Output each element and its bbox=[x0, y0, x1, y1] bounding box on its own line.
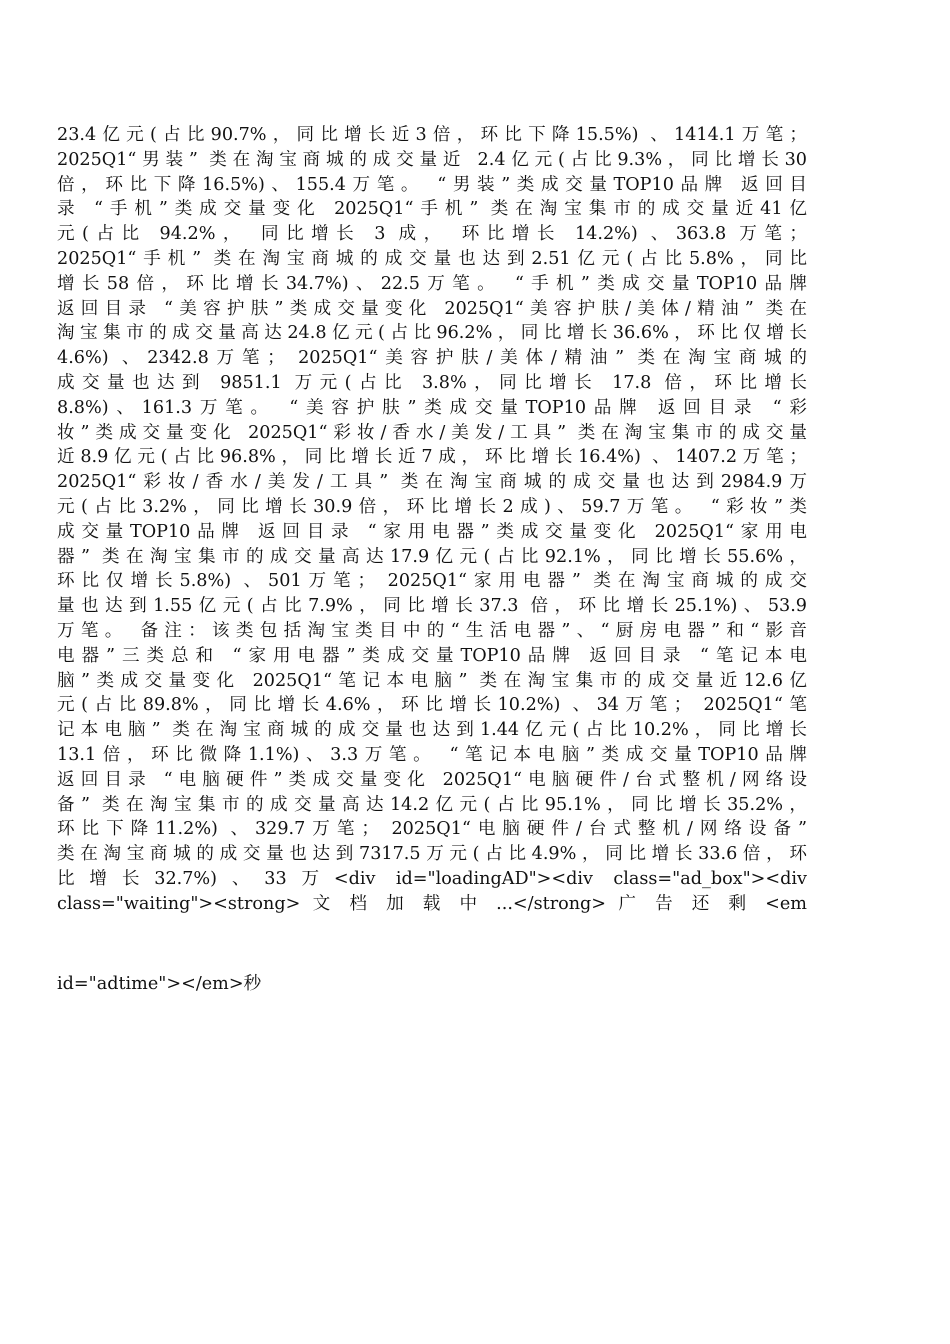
text-line: 元(占比3.2%，同比增长30.9倍，环比增长2成)、59.7万笔。 “彩妆”类 bbox=[57, 496, 807, 517]
text-line: 2025Q1“男装” 类在淘宝商城的成交量近 2.4亿元(占比9.3%，同比增长30 bbox=[57, 149, 807, 170]
text-line: 8.8%)、161.3万笔。 “美容护肤”类成交量TOP10品牌 返回目录 “彩 bbox=[57, 397, 807, 418]
text-line: 返回目录 “美容护肤”类成交量变化 2025Q1“美容护肤/美体/精油” 类在 bbox=[57, 298, 807, 319]
text-line: 元(占比 94.2%， 同比增长 3 成， 环比增长 14.2%) 、363.8 万笔； bbox=[57, 224, 807, 245]
text-line: 2025Q1“彩妆/香水/美发/工具” 类在淘宝商城的成交量也达到2984.9万 bbox=[57, 472, 807, 493]
text-line: 返回目录 “电脑硬件”类成交量变化 2025Q1“电脑硬件/台式整机/网络设 bbox=[57, 769, 807, 790]
text-line: 增长58倍，环比增长34.7%)、22.5万笔。 “手机”类成交量TOP10品牌 bbox=[57, 273, 807, 294]
text-line: 比增长32.7%)、33万<div id="loadingAD"><div class="ad_box"><div bbox=[57, 868, 807, 889]
text-line: 万笔。 备注：该类包括淘宝类目中的“生活电器”、“厨房电器”和“影音 bbox=[57, 620, 807, 641]
text-line: 环比仅增长5.8%) 、501万笔； 2025Q1“家用电器” 类在淘宝商城的成交 bbox=[57, 571, 807, 592]
text-line: 备” 类在淘宝集市的成交量高达14.2亿元(占比95.1%，同比增长35.2%， bbox=[57, 794, 807, 815]
text-line: 录 “手机”类成交量变化 2025Q1“手机” 类在淘宝集市的成交量近41亿 bbox=[57, 199, 807, 220]
text-line: 倍，环比下降16.5%)、155.4万笔。 “男装”类成交量TOP10品牌 返回目 bbox=[57, 174, 807, 195]
text-line: 器” 类在淘宝集市的成交量高达17.9亿元(占比92.1%，同比增长55.6%， bbox=[57, 546, 807, 567]
text-line: 2025Q1“手机” 类在淘宝商城的成交量也达到2.51亿元(占比5.8%，同比 bbox=[57, 248, 807, 269]
text-line: 妆”类成交量变化 2025Q1“彩妆/香水/美发/工具” 类在淘宝集市的成交量 bbox=[57, 422, 807, 443]
text-line: 成交量也达到 9851.1 万元(占比 3.8%，同比增长 17.8 倍，环比增长 bbox=[57, 372, 807, 393]
text-line: 脑”类成交量变化 2025Q1“笔记本电脑” 类在淘宝集市的成交量近12.6亿 bbox=[57, 670, 807, 691]
text-line: class="waiting"><strong> 文 档 加 载 中 ...</strong> 广 告 还 剩 <em bbox=[57, 893, 807, 914]
ad-timer-text: id="adtime"></em>秒 bbox=[57, 974, 262, 994]
text-line: 23.4亿元(占比90.7%，同比增长近3倍，环比下降15.5%) 、1414.1万笔； bbox=[57, 125, 807, 145]
text-line: 类在淘宝商城的成交量也达到7317.5万元(占比4.9%，同比增长33.6倍，环 bbox=[57, 844, 807, 865]
body-text bbox=[57, 123, 807, 917]
text-line: 4.6%) 、2342.8万笔； 2025Q1“美容护肤/美体/精油” 类在淘宝商城的 bbox=[57, 348, 807, 369]
text-line: 淘宝集市的成交量高达24.8亿元(占比96.2%，同比增长36.6%，环比仅增长 bbox=[57, 323, 807, 344]
text-line: 环比下降11.2%) 、329.7万笔； 2025Q1“电脑硬件/台式整机/网络设备” bbox=[57, 819, 807, 840]
text-line: 近8.9亿元(占比96.8%，同比增长近7成，环比增长16.4%) 、1407.2万笔； bbox=[57, 447, 807, 468]
text-line: 量也达到1.55亿元(占比7.9%，同比增长37.3 倍，环比增长25.1%)、53.9 bbox=[57, 596, 807, 617]
text-line: 13.1倍，环比微降1.1%)、3.3万笔。 “笔记本电脑”类成交量TOP10品牌 bbox=[57, 744, 807, 765]
text-line: 电器”三类总和 “家用电器”类成交量TOP10品牌 返回目录 “笔记本电 bbox=[57, 645, 807, 666]
text-line: 成交量TOP10品牌 返回目录 “家用电器”类成交量变化 2025Q1“家用电 bbox=[57, 521, 807, 542]
text-line: 元(占比89.8%，同比增长4.6%，环比增长10.2%) 、34万笔； 2025Q1“笔 bbox=[57, 695, 807, 716]
text-line: 记本电脑” 类在淘宝商城的成交量也达到1.44亿元(占比10.2%，同比增长 bbox=[57, 720, 807, 741]
document-body bbox=[57, 123, 807, 917]
